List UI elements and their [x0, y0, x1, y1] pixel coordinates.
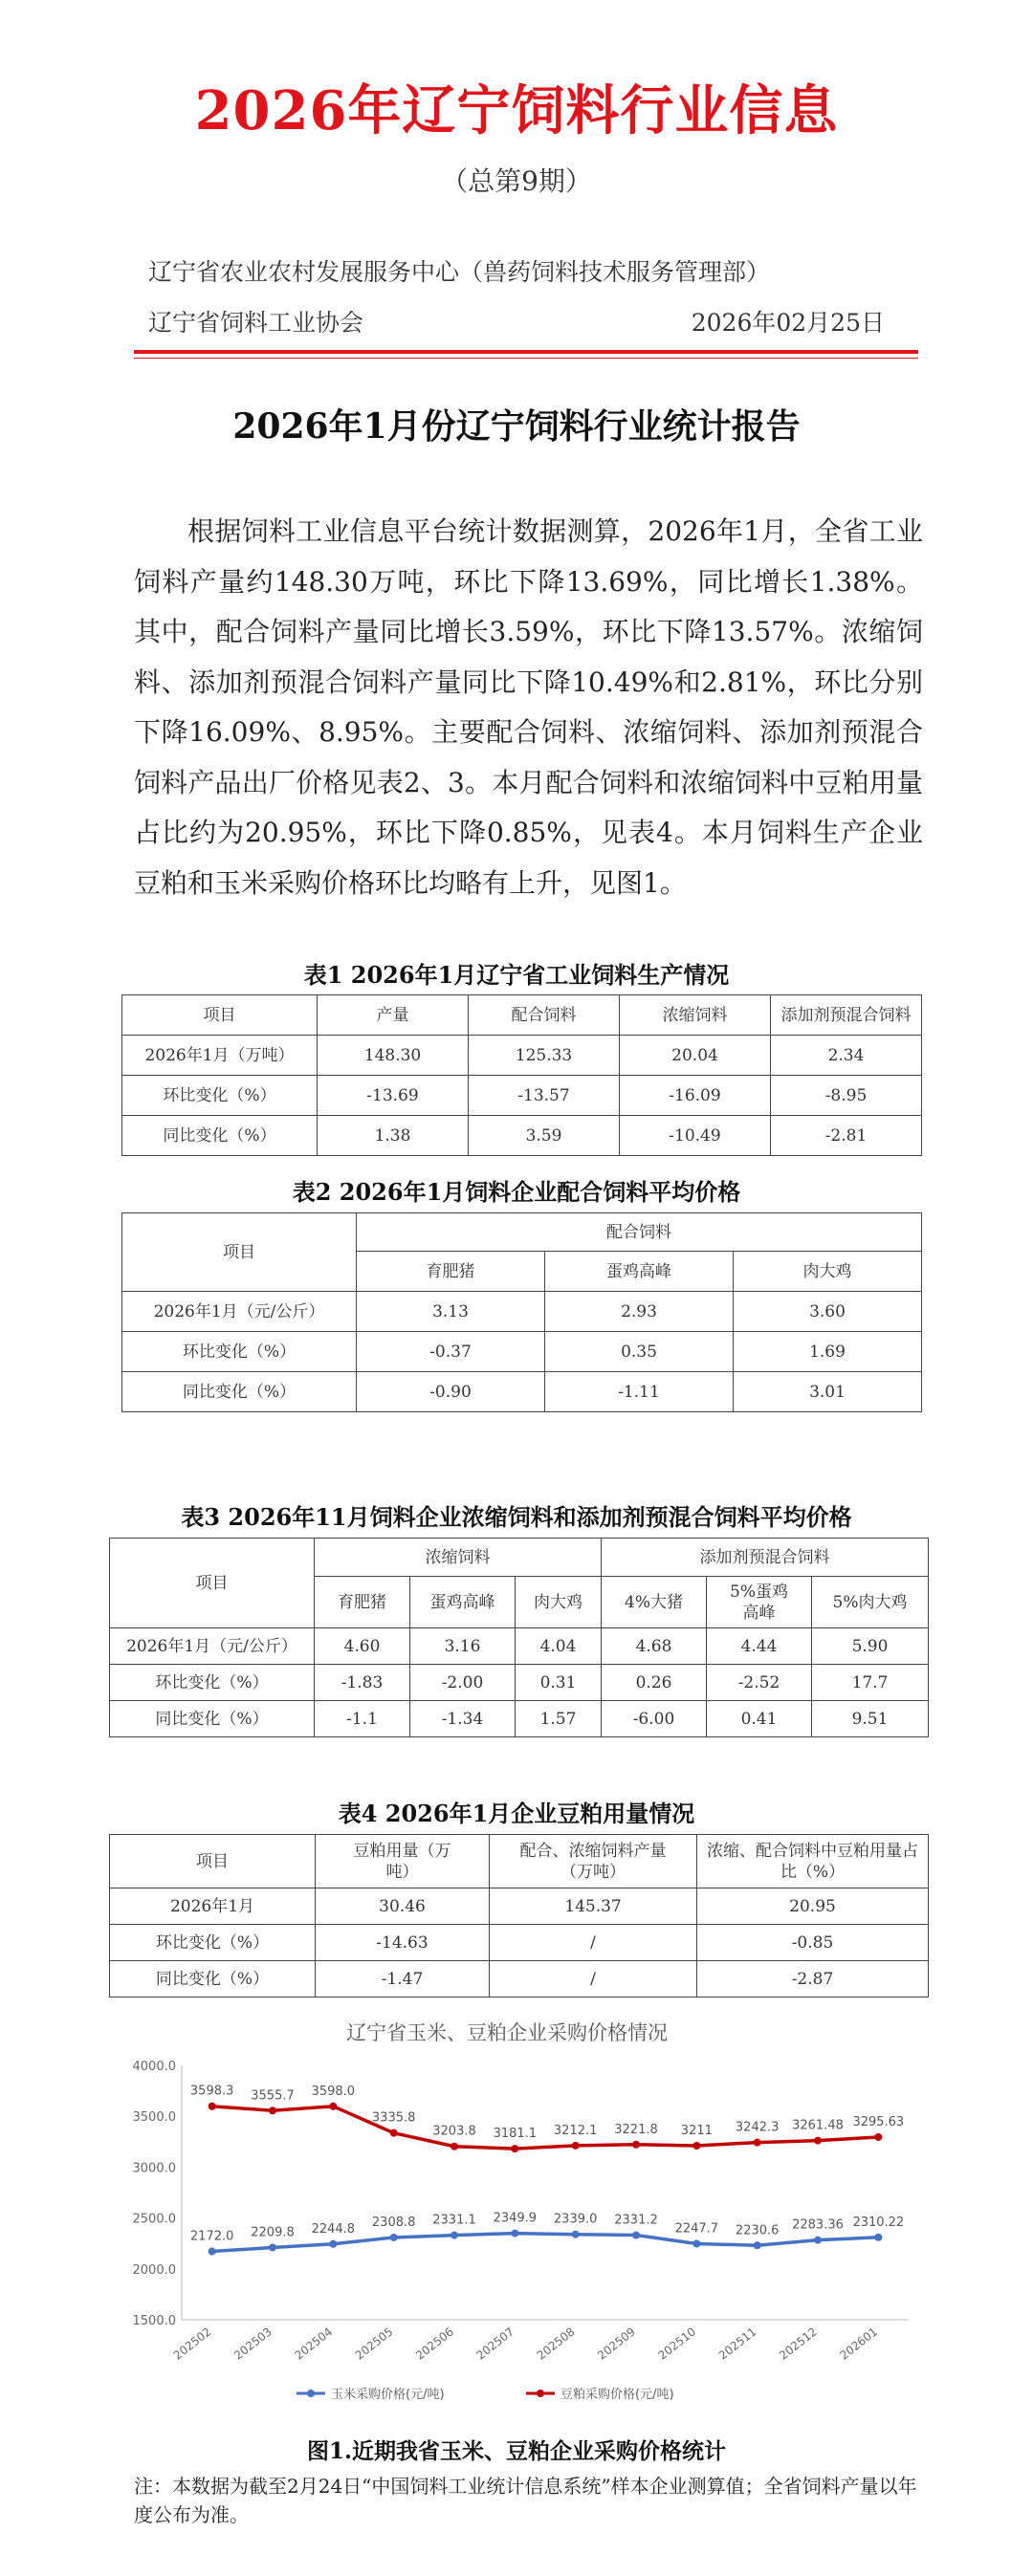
data-point — [329, 2103, 337, 2110]
header-divider-thick — [134, 350, 918, 354]
table2-row-label: 环比变化（%） — [122, 1332, 357, 1372]
table3-sub-header: 育肥猪 — [315, 1577, 410, 1628]
data-label: 2172.0 — [189, 2229, 234, 2244]
table4-row-label: 环比变化（%） — [110, 1925, 316, 1961]
table4 — [109, 1834, 929, 1997]
y-tick-label: 4000.0 — [132, 2060, 176, 2074]
data-point — [754, 2241, 761, 2249]
table3-cell: 0.26 — [602, 1665, 707, 1701]
data-label: 3335.8 — [371, 2110, 416, 2126]
data-label: 3203.8 — [432, 2124, 476, 2139]
x-tick-label: 202503 — [231, 2325, 275, 2363]
table4-cell: / — [490, 1925, 697, 1961]
table2-sub-header: 肉大鸡 — [734, 1252, 922, 1292]
table-row — [122, 1332, 922, 1372]
data-point — [329, 2240, 337, 2248]
y-tick-label: 2000.0 — [132, 2262, 176, 2278]
data-point — [572, 2231, 580, 2238]
table4-row-label: 2026年1月 — [110, 1888, 316, 1925]
table4-cell: 145.37 — [490, 1888, 697, 1925]
data-label: 3295.63 — [852, 2114, 905, 2129]
table3-group-header: 添加剂预混合饲料 — [602, 1539, 929, 1577]
data-label: 3242.3 — [735, 2120, 780, 2135]
table-row — [122, 1116, 922, 1156]
table3-cell: 9.51 — [812, 1701, 929, 1737]
table3-cell: 0.31 — [516, 1665, 602, 1701]
table2-cell: 1.69 — [734, 1332, 922, 1372]
table1-header-cell: 项目 — [122, 995, 318, 1036]
data-point — [874, 2234, 882, 2241]
table4-cell: 20.95 — [697, 1888, 929, 1925]
table1-cell: 20.04 — [620, 1036, 771, 1076]
table1-cell: -2.81 — [771, 1116, 922, 1156]
legend-marker — [537, 2390, 544, 2397]
table3-cell: 4.60 — [315, 1628, 410, 1665]
table1-cell: 148.30 — [318, 1036, 469, 1076]
table1-cell: -8.95 — [771, 1076, 922, 1116]
table2-cell: -0.37 — [357, 1332, 545, 1372]
x-tick-label: 202505 — [352, 2325, 396, 2363]
data-point — [632, 2232, 640, 2239]
legend-label: 玉米采购价格(元/吨) — [331, 2388, 445, 2402]
table-row — [122, 1292, 922, 1332]
data-point — [572, 2142, 580, 2150]
table1-cell: -16.09 — [620, 1076, 771, 1116]
table1-row-label: 环比变化（%） — [122, 1076, 318, 1116]
table3-cell: 1.57 — [516, 1701, 602, 1737]
data-point — [511, 2230, 518, 2238]
data-label: 3261.48 — [792, 2118, 844, 2133]
table3-cell: 3.16 — [410, 1628, 516, 1665]
report-paragraph: 根据饲料工业信息平台统计数据测算，2026年1月，全省工业饲料产量约148.30万吨，环比下降13.69%，同比增长1.38%。其中，配合饲料产量同比增长3.59%，环比下降13.57%。浓缩饲料、添加剂预混合饲料产量同比下降10.49%和2.81%，环比分别下降16.09%、8.95%。主要配合饲料、浓缩饲料、添加剂预混合饲料产品出厂价格见表2、3。本月配合饲料和浓缩饲料中豆粕用量占比约为20.95%，环比下降0.85%，见表4。本月饲料生产企业豆粕和玉米采购价格环比均略有上升，见图1。 — [134, 515, 923, 899]
table3-sub-header: 肉大鸡 — [516, 1577, 602, 1628]
x-tick-label: 202507 — [473, 2325, 517, 2363]
data-point — [209, 2247, 216, 2255]
data-label: 2244.8 — [311, 2221, 356, 2237]
table2-row-label: 2026年1月（元/公斤） — [122, 1292, 357, 1332]
table1-row-label: 2026年1月（万吨） — [122, 1036, 318, 1076]
data-label: 3212.1 — [553, 2123, 598, 2138]
table-row — [110, 1701, 929, 1737]
x-tick-label: 202502 — [170, 2325, 214, 2363]
table3-cell: -2.00 — [410, 1665, 516, 1701]
table1-cell: 125.33 — [469, 1036, 620, 1076]
table2-cell: -1.11 — [545, 1372, 734, 1412]
table2-cell: -0.90 — [357, 1372, 545, 1412]
table3-item-header: 项目 — [110, 1539, 315, 1628]
data-point — [451, 2232, 458, 2239]
table2-cell: 3.01 — [734, 1372, 922, 1412]
data-label: 3598.3 — [189, 2084, 234, 2099]
data-label: 2247.7 — [674, 2221, 719, 2237]
table3-group-header: 浓缩饲料 — [315, 1539, 602, 1577]
table-row — [110, 1888, 929, 1925]
data-label: 2283.36 — [792, 2217, 844, 2233]
x-tick-label: 202508 — [534, 2325, 578, 2363]
table1-header-cell: 浓缩饲料 — [620, 995, 771, 1036]
table4-cell: -0.85 — [697, 1925, 929, 1961]
table3-cell: 17.7 — [812, 1665, 929, 1701]
table2-group-header: 配合饲料 — [357, 1213, 922, 1252]
table3-sub-header: 4%大猪 — [602, 1577, 707, 1628]
x-tick-label: 202601 — [837, 2325, 881, 2363]
data-point — [814, 2137, 822, 2145]
table3-sub-header: 5%蛋鸡高峰 — [707, 1577, 812, 1628]
table3-cell: 4.44 — [707, 1628, 812, 1665]
data-point — [511, 2145, 518, 2152]
header-divider-thin — [134, 358, 918, 359]
table2 — [121, 1212, 922, 1412]
table-row — [110, 1925, 929, 1961]
x-tick-label: 202509 — [595, 2325, 638, 2363]
x-tick-label: 202504 — [292, 2325, 336, 2363]
issue-number: （总第9期） — [441, 165, 592, 197]
data-label: 2349.9 — [493, 2211, 538, 2226]
table2-cell: 3.60 — [734, 1292, 922, 1332]
table4-row-label: 同比变化（%） — [110, 1961, 316, 1997]
table1-cell: 2.34 — [771, 1036, 922, 1076]
table-row — [122, 1076, 922, 1116]
data-point — [269, 2107, 276, 2114]
table2-caption: 表2 2026年1月饲料企业配合饲料平均价格 — [292, 1178, 741, 1206]
table2-cell: 3.13 — [357, 1292, 545, 1332]
data-point — [692, 2239, 700, 2247]
data-label: 3555.7 — [251, 2088, 295, 2104]
table3 — [109, 1538, 929, 1737]
table3-cell: -2.52 — [707, 1665, 812, 1701]
table2-item-header: 项目 — [122, 1213, 357, 1292]
table1-cell: -10.49 — [620, 1116, 771, 1156]
table3-sub-header: 蛋鸡高峰 — [410, 1577, 516, 1628]
data-point — [390, 2129, 398, 2137]
table2-cell: 0.35 — [545, 1332, 734, 1372]
table4-header-cell: 浓缩、配合饲料中豆粕用量占比（%） — [697, 1835, 929, 1888]
x-tick-label: 202512 — [777, 2325, 820, 2363]
table1-header-cell: 配合饲料 — [469, 995, 620, 1036]
table1-caption: 表1 2026年1月辽宁省工业饲料生产情况 — [303, 961, 730, 989]
table1-header-cell: 添加剂预混合饲料 — [771, 995, 922, 1036]
publish-date: 2026年02月25日 — [691, 309, 885, 337]
table4-header-cell: 配合、浓缩饲料产量（万吨） — [490, 1835, 697, 1888]
legend-label: 豆粕采购价格(元/吨) — [560, 2388, 674, 2402]
table3-row-label: 环比变化（%） — [110, 1665, 315, 1701]
data-label: 2339.0 — [553, 2212, 598, 2227]
table2-row-label: 同比变化（%） — [122, 1372, 357, 1412]
table4-header-cell: 项目 — [110, 1835, 316, 1888]
table1-header-cell: 产量 — [318, 995, 469, 1036]
x-tick-label: 202510 — [655, 2325, 699, 2363]
data-label: 2230.6 — [735, 2223, 780, 2238]
masthead-title: 2026年辽宁饲料行业信息 — [194, 79, 839, 142]
data-label: 3211 — [680, 2123, 713, 2138]
table4-cell: -1.47 — [316, 1961, 490, 1997]
table-row — [122, 1036, 922, 1076]
table4-caption: 表4 2026年1月企业豆粕用量情况 — [338, 1800, 695, 1827]
table3-row-label: 同比变化（%） — [110, 1701, 315, 1737]
table1-row-label: 同比变化（%） — [122, 1116, 318, 1156]
y-tick-label: 1500.0 — [132, 2314, 176, 2328]
y-tick-label: 3500.0 — [132, 2110, 176, 2126]
data-point — [874, 2133, 882, 2141]
publisher-org: 辽宁省农业农村发展服务中心（兽药饲料技术服务管理部） — [148, 258, 771, 286]
table4-header-cell: 豆粕用量（万吨） — [316, 1835, 490, 1888]
footnote: 注：本数据为截至2月24日“中国饲料工业统计信息系统”样本企业测算值；全省饲料产量以年度公布为准。 — [134, 2475, 917, 2526]
table1-cell: -13.57 — [469, 1076, 620, 1116]
data-point — [390, 2234, 398, 2241]
table-row — [122, 1372, 922, 1412]
table3-row-label: 2026年1月（元/公斤） — [110, 1628, 315, 1665]
table-row — [110, 1665, 929, 1701]
table1-cell: 1.38 — [318, 1116, 469, 1156]
table1-cell: -13.69 — [318, 1076, 469, 1116]
data-label: 3181.1 — [493, 2127, 538, 2142]
table1 — [121, 994, 922, 1156]
figure-caption: 图1.近期我省玉米、豆粕企业采购价格统计 — [306, 2438, 726, 2464]
data-point — [632, 2141, 640, 2149]
y-tick-label: 2500.0 — [132, 2212, 176, 2227]
table2-sub-header: 蛋鸡高峰 — [545, 1252, 734, 1292]
table-row — [110, 1961, 929, 1997]
table3-caption: 表3 2026年11月饲料企业浓缩饲料和添加剂预混合饲料平均价格 — [181, 1503, 852, 1531]
table4-cell: 30.46 — [316, 1888, 490, 1925]
table3-sub-header: 5%肉大鸡 — [812, 1577, 929, 1628]
data-point — [209, 2103, 216, 2110]
table-row — [110, 1628, 929, 1665]
table3-cell: 4.04 — [516, 1628, 602, 1665]
x-tick-label: 202506 — [413, 2325, 456, 2363]
table3-cell: 5.90 — [812, 1628, 929, 1665]
table2-cell: 2.93 — [545, 1292, 734, 1332]
table4-cell: / — [490, 1961, 697, 1997]
data-point — [692, 2142, 700, 2150]
table3-cell: -1.83 — [315, 1665, 410, 1701]
report-title: 2026年1月份辽宁饲料行业统计报告 — [232, 406, 801, 447]
table3-cell: 0.41 — [707, 1701, 812, 1737]
data-label: 3598.0 — [311, 2084, 356, 2099]
table3-cell: -1.34 — [410, 1701, 516, 1737]
data-point — [451, 2143, 458, 2150]
chart-title: 辽宁省玉米、豆粕企业采购价格情况 — [346, 2021, 668, 2044]
data-point — [269, 2243, 276, 2251]
table1-cell: 3.59 — [469, 1116, 620, 1156]
data-point — [814, 2237, 822, 2244]
table3-cell: -6.00 — [602, 1701, 707, 1737]
data-point — [754, 2139, 761, 2147]
y-tick-label: 3000.0 — [132, 2161, 176, 2176]
table2-sub-header: 育肥猪 — [357, 1252, 545, 1292]
table3-cell: 4.68 — [602, 1628, 707, 1665]
data-label: 2209.8 — [251, 2225, 295, 2240]
table3-cell: -1.1 — [315, 1701, 410, 1737]
data-label: 2331.2 — [614, 2213, 658, 2228]
data-label: 2308.8 — [371, 2215, 416, 2230]
x-tick-label: 202511 — [715, 2325, 759, 2363]
publisher-association: 辽宁省饲料工业协会 — [148, 309, 364, 337]
price-line-chart — [124, 2013, 928, 2414]
table4-cell: -2.87 — [697, 1961, 929, 1997]
table4-cell: -14.63 — [316, 1925, 490, 1961]
data-label: 3221.8 — [614, 2122, 658, 2137]
data-label: 2331.1 — [432, 2213, 476, 2228]
data-label: 2310.22 — [852, 2215, 905, 2230]
legend-marker — [307, 2390, 315, 2397]
